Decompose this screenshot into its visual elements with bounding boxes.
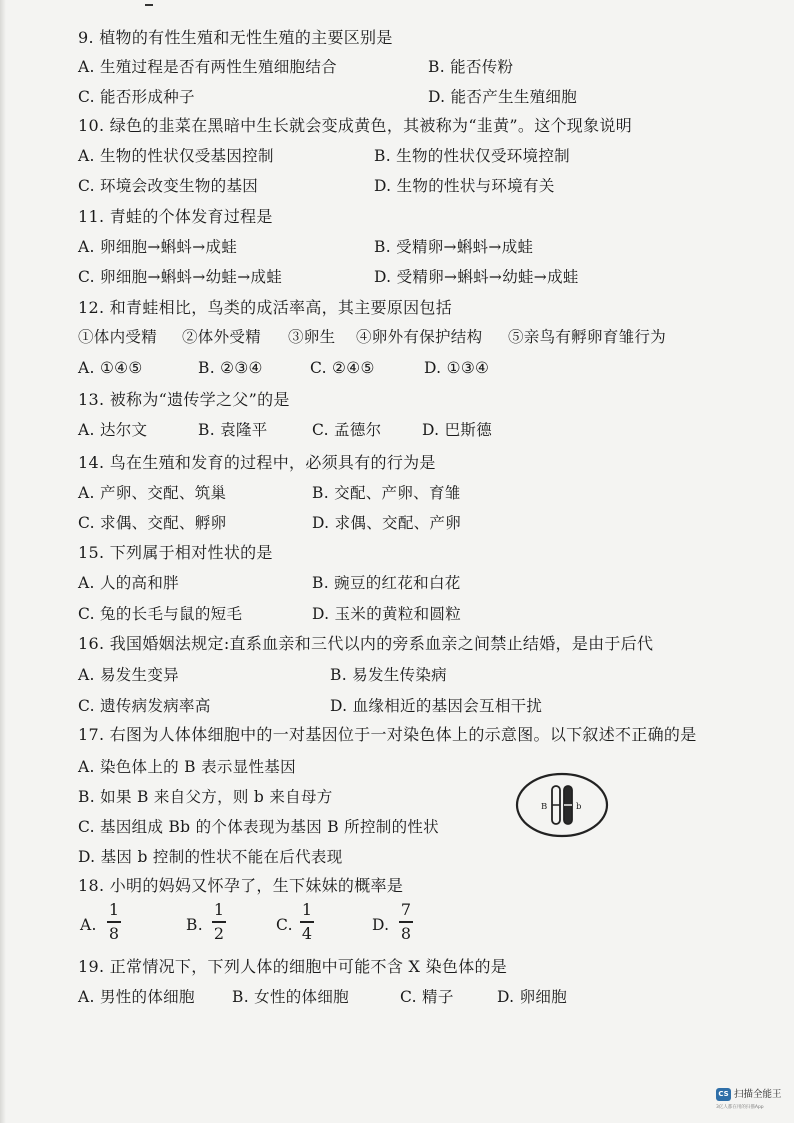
q16-option-b: B. 易发生传染病 [330, 666, 447, 684]
q15-option-a: A. 人的高和胖 [78, 574, 179, 592]
q11-stem: 11. 青蛙的个体发育过程是 [78, 207, 273, 226]
fraction-bar [300, 921, 314, 923]
q10-option-b: B. 生物的性状仅受环境控制 [374, 147, 570, 165]
q18-option-b-label: B. [186, 916, 203, 934]
q14-option-d: D. 求偶、交配、产卵 [312, 514, 462, 532]
fraction-bar [212, 921, 226, 923]
q15-option-d: D. 玉米的黄粒和圆粒 [312, 605, 462, 623]
scanner-tagline: 3亿人都在用的扫描App [716, 1105, 764, 1110]
q12-item-4: ④卵外有保护结构 [356, 328, 483, 346]
q18-option-a-fraction [106, 901, 122, 943]
scan-edge-shadow [0, 0, 6, 1123]
q12-option-d: D. ①③④ [424, 359, 490, 377]
q14-option-b: B. 交配、产卵、育雏 [312, 484, 461, 502]
q16-option-c: C. 遗传病发病率高 [78, 697, 211, 715]
q13-option-d: D. 巴斯德 [422, 421, 493, 439]
q19-option-a: A. 男性的体细胞 [78, 988, 195, 1006]
q16-option-d: D. 血缘相近的基因会互相干扰 [330, 697, 543, 715]
scan-mark [145, 4, 153, 6]
q9-option-a: A. 生殖过程是否有两性生殖细胞结合 [78, 58, 337, 76]
q18-option-a-denominator: 8 [108, 923, 120, 943]
q19-option-d: D. 卵细胞 [497, 988, 568, 1006]
q17-stem: 17. 右图为人体体细胞中的一对基因位于一对染色体上的示意图。以下叙述不正确的是 [78, 725, 697, 744]
gene-label-recessive: b [576, 802, 582, 812]
q18-option-b-numerator: 1 [213, 900, 225, 919]
q11-option-d: D. 受精卵→蝌蚪→幼蛙→成蛙 [374, 268, 579, 286]
q11-option-a: A. 卵细胞→蝌蚪→成蛙 [78, 238, 238, 256]
q18-stem: 18. 小明的妈妈又怀孕了，生下妹妹的概率是 [78, 876, 404, 895]
q12-stem: 12. 和青蛙相比，鸟类的成活率高，其主要原因包括 [78, 298, 453, 317]
q12-option-a: A. ①④⑤ [78, 359, 143, 377]
q10-option-c: C. 环境会改变生物的基因 [78, 177, 259, 195]
q18-option-c-fraction [299, 901, 315, 943]
q10-option-a: A. 生物的性状仅受基因控制 [78, 147, 274, 165]
q18-option-b-denominator: 2 [213, 923, 225, 943]
q16-option-a: A. 易发生变异 [78, 666, 179, 684]
q13-option-c: C. 孟德尔 [312, 421, 382, 439]
q13-option-a: A. 达尔文 [78, 421, 148, 439]
q10-stem: 10. 绿色的韭菜在黑暗中生长就会变成黄色，其被称为“韭黄”。这个现象说明 [78, 116, 632, 135]
q17-option-b: B. 如果 B 来自父方，则 b 来自母方 [78, 788, 333, 806]
q18-option-d-fraction [398, 901, 414, 943]
q13-stem: 13. 被称为“遗传学之父”的是 [78, 390, 290, 409]
q18-option-a-label: A. [80, 916, 97, 934]
q10-option-d: D. 生物的性状与环境有关 [374, 177, 555, 195]
q9-option-c: C. 能否形成种子 [78, 88, 195, 106]
q12-item-5: ⑤亲鸟有孵卵育雏行为 [508, 328, 667, 346]
q9-option-b: B. 能否传粉 [428, 58, 514, 76]
q12-item-1: ①体内受精 [78, 328, 158, 346]
q11-option-b: B. 受精卵→蝌蚪→成蛙 [374, 238, 534, 256]
q19-stem: 19. 正常情况下，下列人体的细胞中可能不含 X 染色体的是 [78, 957, 508, 976]
q17-option-d: D. 基因 b 控制的性状不能在后代表现 [78, 848, 343, 866]
chromosome-pair-figure [514, 771, 610, 839]
q18-option-c-numerator: 1 [301, 900, 313, 919]
q18-option-d-denominator: 8 [400, 923, 412, 943]
q19-option-c: C. 精子 [400, 988, 454, 1006]
scanner-watermark [716, 1088, 792, 1118]
q18-option-a-numerator: 1 [108, 900, 120, 919]
scanner-app-name: 扫描全能王 [734, 1089, 782, 1100]
cell-outline [517, 774, 607, 836]
gene-label-dominant: B [541, 802, 548, 812]
q18-option-c-denominator: 4 [301, 923, 313, 943]
q18-option-b-fraction [211, 901, 227, 943]
q19-option-b: B. 女性的体细胞 [232, 988, 349, 1006]
q18-option-d-numerator: 7 [400, 900, 412, 919]
q11-option-c: C. 卵细胞→蝌蚪→幼蛙→成蛙 [78, 268, 283, 286]
fraction-bar [107, 921, 121, 923]
q17-option-a: A. 染色体上的 B 表示显性基因 [78, 758, 296, 776]
q16-stem: 16. 我国婚姻法规定:直系血亲和三代以内的旁系血亲之间禁止结婚，是由于后代 [78, 634, 654, 653]
q12-item-3: ③卵生 [288, 328, 336, 346]
q15-stem: 15. 下列属于相对性状的是 [78, 543, 273, 562]
camscanner-logo: CS [716, 1088, 731, 1101]
q9-option-d: D. 能否产生生殖细胞 [428, 88, 578, 106]
q12-option-c: C. ②④⑤ [310, 359, 375, 377]
q12-option-b: B. ②③④ [198, 359, 263, 377]
q13-option-b: B. 袁隆平 [198, 421, 268, 439]
fraction-bar [399, 921, 413, 923]
q17-option-c: C. 基因组成 Bb 的个体表现为基因 B 所控制的性状 [78, 818, 439, 836]
q15-option-c: C. 兔的长毛与鼠的短毛 [78, 605, 243, 623]
q18-option-c-label: C. [276, 916, 293, 934]
q18-option-d-label: D. [372, 916, 390, 934]
q14-option-c: C. 求偶、交配、孵卵 [78, 514, 227, 532]
q14-stem: 14. 鸟在生殖和发育的过程中，必须具有的行为是 [78, 453, 436, 472]
q15-option-b: B. 豌豆的红花和白花 [312, 574, 461, 592]
q12-item-2: ②体外受精 [182, 328, 262, 346]
q14-option-a: A. 产卵、交配、筑巢 [78, 484, 227, 502]
q9-stem: 9. 植物的有性生殖和无性生殖的主要区别是 [78, 28, 393, 47]
